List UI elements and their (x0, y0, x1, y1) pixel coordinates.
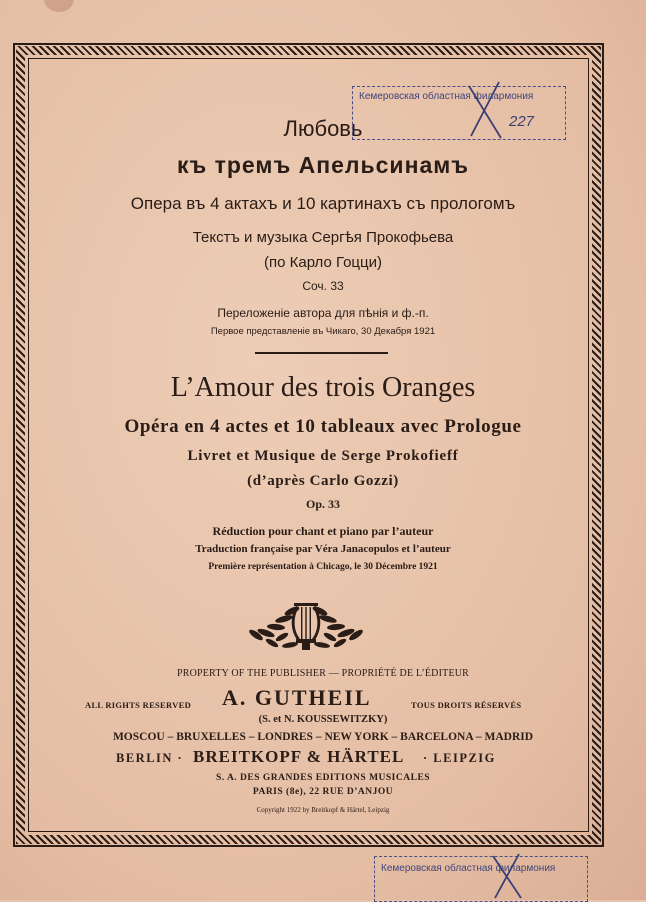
russian-title-line-2: къ тремъ Апельсинамъ (176, 152, 470, 178)
berlin-label: BERLIN · (116, 751, 184, 765)
french-after-gozzi: (d’après Carlo Gozzi) (247, 473, 399, 489)
russian-title-line-1: Любовь (283, 116, 363, 141)
publisher-name: A. GUTHEIL (222, 685, 372, 710)
handwritten-cross-mark-icon (487, 852, 527, 900)
french-subtitle: Opéra en 4 actes et 10 tableaux avec Prologue (124, 416, 522, 437)
editions-musicales: S. A. DES GRANDES EDITIONS MUSICALES (215, 773, 431, 783)
russian-subtitle: Опера въ 4 актахъ и 10 картинахъ съ прологомъ (130, 194, 516, 213)
koussewitzky: (S. et N. KOUSSEWITZKY) (258, 714, 388, 725)
french-credit: Livret et Musique de Serge Prokofieff (187, 448, 459, 464)
divider-rule (255, 352, 388, 354)
french-translation: Traduction française par Véra Janacopulos et l’auteur (195, 543, 451, 555)
library-stamp-top (352, 86, 566, 140)
russian-premiere: Первое представленіе въ Чикаго, 30 Декабря 1921 (210, 326, 436, 337)
all-rights-reserved: ALL RIGHTS RESERVED (85, 700, 192, 710)
copyright-notice: Copyright 1922 by Breitkopf & Härtel, Leipzig (256, 806, 390, 814)
russian-opus: Соч. 33 (302, 279, 344, 293)
french-title: L’Amour des trois Oranges (170, 372, 476, 403)
property-of-publisher: PROPERTY OF THE PUBLISHER — PROPRIÉTÉ DE L’ÉDITEUR (176, 668, 470, 679)
stamp-text: Кемеровская областная филармония (381, 863, 556, 874)
breitkopf-haertel: BREITKOPF & HÄRTEL (193, 747, 405, 766)
russian-credit: Текстъ и музыка Сергѣя Прокофьева (192, 229, 454, 246)
leipzig-label: · LEIPZIG (423, 751, 496, 765)
french-opus: Op. 33 (305, 497, 340, 511)
tous-droits-reserves: TOUS DROITS RÉSERVÉS (411, 700, 522, 710)
french-premiere: Première représentation à Chicago, le 30 Décembre 1921 (208, 562, 438, 572)
stamp-text: Кемеровская областная филармония (359, 91, 534, 102)
handwritten-cross-mark-icon (465, 80, 505, 142)
paris-address: PARIS (8e), 22 RUE D’ANJOU (252, 787, 394, 797)
stamp-number: 227 (509, 113, 535, 130)
library-stamp-bottom (374, 856, 588, 902)
russian-arrangement: Переложеніе автора для пѣнія и ф.-п. (217, 306, 429, 320)
paper-hole (44, 0, 74, 12)
publisher-cities: MOSCOU – BRUXELLES – LONDRES – NEW YORK – BARCELONA – MADRID (112, 731, 534, 743)
russian-after-gozzi: (по Карло Гоцци) (264, 254, 382, 271)
french-reduction: Réduction pour chant et piano par l’auteur (212, 524, 434, 538)
lyre-laurel-ornament-icon (244, 597, 368, 655)
